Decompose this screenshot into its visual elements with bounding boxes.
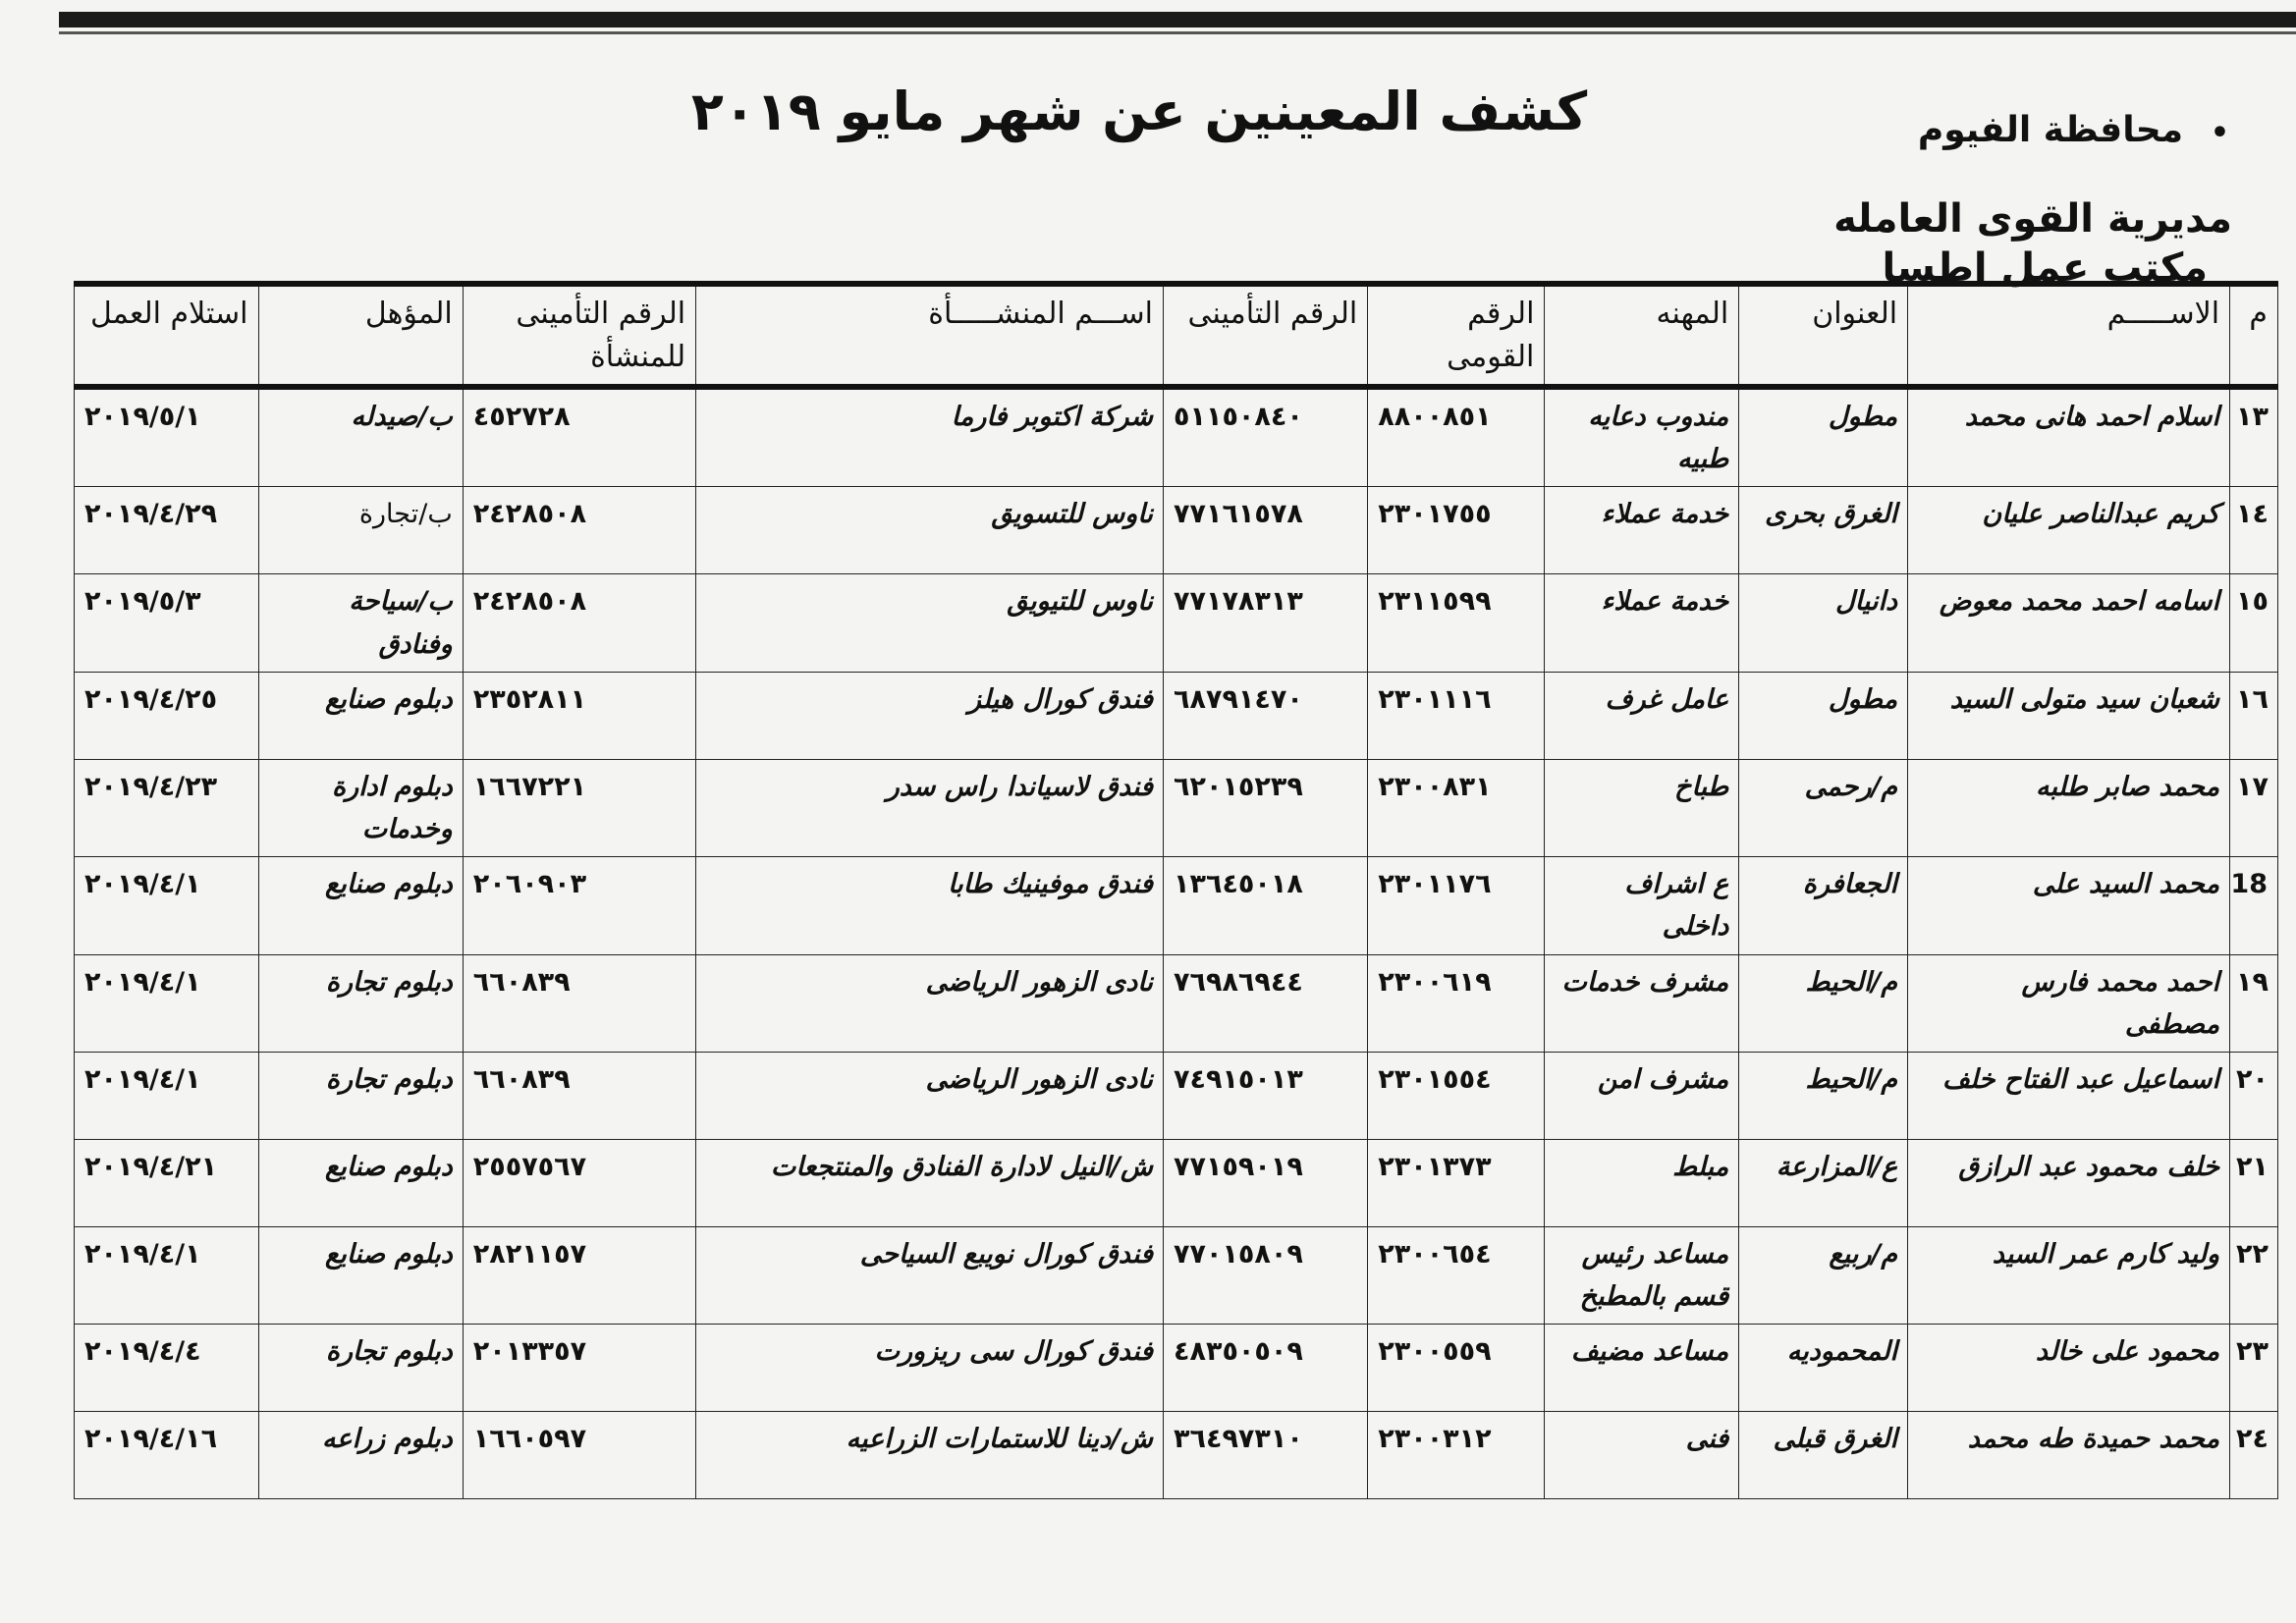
cell-qualification: دبلوم صنايع: [258, 1139, 463, 1226]
col-header-name: الاســـــم: [1908, 284, 2230, 387]
cell-qualification: دبلوم زراعه: [258, 1412, 463, 1499]
table-row: [75, 1325, 2278, 1412]
governorate-label: محافظة الفيوم: [1917, 110, 2183, 150]
cell-est-insurance-no: ٢٤٢٨٥٠٨: [463, 574, 695, 672]
cell-name: شعبان سيد متولى السيد: [1908, 672, 2230, 759]
cell-qualification: ب/سياحة وفنادق: [258, 574, 463, 672]
cell-job: ع اشراف داخلى: [1545, 857, 1739, 954]
cell-start-date: ٢٠١٩/٤/٢٩: [75, 487, 259, 574]
cell-est-insurance-no: ٢٣٥٢٨١١: [463, 672, 695, 759]
cell-start-date: ٢٠١٩/٤/٢٣: [75, 759, 259, 856]
cell-est-insurance-no: ١٦٦٠٥٩٧: [463, 1412, 695, 1499]
cell-job: خدمة عملاء: [1545, 574, 1739, 672]
table-header-row: [75, 284, 2278, 387]
cell-insurance-no: ٧٧١٧٨٣١٣: [1164, 574, 1368, 672]
office-label: مكتب عمل اطسا: [1882, 245, 2208, 291]
col-header-establishment: اســـم المنشـــــأة: [696, 284, 1164, 387]
cell-start-date: ٢٠١٩/٤/٢١: [75, 1139, 259, 1226]
cell-qualification: دبلوم تجارة: [258, 1325, 463, 1412]
cell-address: م/الحيط: [1739, 1052, 1908, 1139]
table-row: [75, 387, 2278, 487]
cell-start-date: ٢٠١٩/٤/١٦: [75, 1412, 259, 1499]
cell-est-insurance-no: ١٦٦٧٢٢١: [463, 759, 695, 856]
cell-address: الجعافرة: [1739, 857, 1908, 954]
cell-qualification: دبلوم صنايع: [258, 1226, 463, 1324]
col-header-address: العنوان: [1739, 284, 1908, 387]
cell-index: 18: [2230, 857, 2278, 954]
col-header-est-insurance-no: الرقم التأمينى للمنشأة: [463, 284, 695, 387]
cell-insurance-no: ٦٨٧٩١٤٧٠: [1164, 672, 1368, 759]
cell-qualification: ب/صيدله: [258, 387, 463, 487]
cell-establishment: نادى الزهور الرياضى: [696, 954, 1164, 1052]
cell-job: مساعد مضيف: [1545, 1325, 1739, 1412]
table-row: [75, 487, 2278, 574]
cell-job: مندوب دعايه طبيه: [1545, 387, 1739, 487]
cell-address: المحموديه: [1739, 1325, 1908, 1412]
cell-name: احمد محمد فارس مصطفى: [1908, 954, 2230, 1052]
cell-index: ١٦: [2230, 672, 2278, 759]
cell-address: مطول: [1739, 387, 1908, 487]
cell-name: اسماعيل عبد الفتاح خلف: [1908, 1052, 2230, 1139]
cell-est-insurance-no: ٢٨٢١١٥٧: [463, 1226, 695, 1324]
col-header-insurance-no: الرقم التأمينى: [1164, 284, 1368, 387]
cell-establishment: فندق موفينيك طابا: [696, 857, 1164, 954]
cell-name: محمد حميدة طه محمد: [1908, 1412, 2230, 1499]
cell-index: ٢٠: [2230, 1052, 2278, 1139]
cell-index: ١٤: [2230, 487, 2278, 574]
cell-insurance-no: ٦٢٠١٥٢٣٩: [1164, 759, 1368, 856]
cell-qualification: ب/تجارة: [258, 487, 463, 574]
cell-establishment: نادى الزهور الرياضى: [696, 1052, 1164, 1139]
cell-job: مبلط: [1545, 1139, 1739, 1226]
cell-national-id: ٢٣٠٠٨٣١: [1368, 759, 1545, 856]
cell-qualification: دبلوم صنايع: [258, 672, 463, 759]
col-header-job: المهنه: [1545, 284, 1739, 387]
cell-index: ١٧: [2230, 759, 2278, 856]
table-row: [75, 574, 2278, 672]
cell-national-id: ٢٣٠١٥٥٤: [1368, 1052, 1545, 1139]
table-row: [75, 1052, 2278, 1139]
cell-qualification: دبلوم تجارة: [258, 1052, 463, 1139]
cell-national-id: ٨٨٠٠٨٥١: [1368, 387, 1545, 487]
cell-job: خدمة عملاء: [1545, 487, 1739, 574]
cell-est-insurance-no: ٢٠١٣٣٥٧: [463, 1325, 695, 1412]
cell-job: فنى: [1545, 1412, 1739, 1499]
cell-national-id: ٢٣٠١١١٦: [1368, 672, 1545, 759]
cell-insurance-no: ٥١١٥٠٨٤٠: [1164, 387, 1368, 487]
cell-start-date: ٢٠١٩/٤/١: [75, 1226, 259, 1324]
cell-address: م/ربيع: [1739, 1226, 1908, 1324]
cell-national-id: ٢٣٠١٧٥٥: [1368, 487, 1545, 574]
cell-qualification: دبلوم ادارة وخدمات: [258, 759, 463, 856]
table-row: [75, 1226, 2278, 1324]
cell-est-insurance-no: ٤٥٢٧٢٨: [463, 387, 695, 487]
cell-job: عامل غرف: [1545, 672, 1739, 759]
cell-national-id: ٢٣٠٠٦٥٤: [1368, 1226, 1545, 1324]
cell-national-id: ٢٣٠١٣٧٣: [1368, 1139, 1545, 1226]
cell-index: ١٩: [2230, 954, 2278, 1052]
cell-name: وليد كارم عمر السيد: [1908, 1226, 2230, 1324]
cell-establishment: ناوس للتيويق: [696, 574, 1164, 672]
cell-index: ٢٣: [2230, 1325, 2278, 1412]
cell-insurance-no: ٧٧١٥٩٠١٩: [1164, 1139, 1368, 1226]
cell-insurance-no: ٧٧١٦١٥٧٨: [1164, 487, 1368, 574]
cell-qualification: دبلوم صنايع: [258, 857, 463, 954]
cell-name: محمد صابر طلبه: [1908, 759, 2230, 856]
cell-job: طباخ: [1545, 759, 1739, 856]
table-row: [75, 857, 2278, 954]
cell-name: كريم عبدالناصر عليان: [1908, 487, 2230, 574]
cell-qualification: دبلوم تجارة: [258, 954, 463, 1052]
cell-insurance-no: ٧٤٩١٥٠١٣: [1164, 1052, 1368, 1139]
cell-address: دانيال: [1739, 574, 1908, 672]
cell-job: مشرف خدمات: [1545, 954, 1739, 1052]
cell-establishment: فندق لاسياندا راس سدر: [696, 759, 1164, 856]
cell-address: الغرق بحرى: [1739, 487, 1908, 574]
cell-start-date: ٢٠١٩/٤/٤: [75, 1325, 259, 1412]
page-title: كشف المعينين عن شهر مايو ٢٠١٩: [690, 81, 1588, 142]
cell-name: محمد السيد على: [1908, 857, 2230, 954]
cell-start-date: ٢٠١٩/٤/١: [75, 1052, 259, 1139]
col-header-national-id: الرقم القومى: [1368, 284, 1545, 387]
table-row: [75, 1139, 2278, 1226]
cell-index: ٢٤: [2230, 1412, 2278, 1499]
cell-est-insurance-no: ٦٦٠٨٣٩: [463, 1052, 695, 1139]
cell-insurance-no: ١٣٦٤٥٠١٨: [1164, 857, 1368, 954]
cell-name: اسامه احمد محمد معوض: [1908, 574, 2230, 672]
cell-start-date: ٢٠١٩/٥/١: [75, 387, 259, 487]
cell-national-id: ٢٣٠٠٦١٩: [1368, 954, 1545, 1052]
table-row: [75, 672, 2278, 759]
cell-est-insurance-no: ٢٥٥٧٥٦٧: [463, 1139, 695, 1226]
cell-address: الغرق قبلى: [1739, 1412, 1908, 1499]
scan-top-line: [59, 31, 2296, 34]
table-row: [75, 759, 2278, 856]
cell-national-id: ٢٣١١٥٩٩: [1368, 574, 1545, 672]
cell-national-id: ٢٣٠٠٥٥٩: [1368, 1325, 1545, 1412]
cell-insurance-no: ٣٦٤٩٧٣١٠: [1164, 1412, 1368, 1499]
cell-establishment: فندق كورال سى ريزورت: [696, 1325, 1164, 1412]
cell-insurance-no: ٧٧٠١٥٨٠٩: [1164, 1226, 1368, 1324]
cell-establishment: ناوس للتسويق: [696, 487, 1164, 574]
table-body: [75, 387, 2278, 1499]
cell-address: م/رحمى: [1739, 759, 1908, 856]
cell-name: اسلام احمد هانى محمد: [1908, 387, 2230, 487]
cell-establishment: ش/النيل لادارة الفنادق والمنتجعات: [696, 1139, 1164, 1226]
cell-establishment: ش/دينا للاستمارات الزراعيه: [696, 1412, 1164, 1499]
cell-est-insurance-no: ٢٤٢٨٥٠٨: [463, 487, 695, 574]
cell-insurance-no: ٧٦٩٨٦٩٤٤: [1164, 954, 1368, 1052]
cell-national-id: ٢٣٠١١٧٦: [1368, 857, 1545, 954]
cell-start-date: ٢٠١٩/٤/١: [75, 857, 259, 954]
cell-job: مشرف امن: [1545, 1052, 1739, 1139]
cell-index: ٢٢: [2230, 1226, 2278, 1324]
cell-index: ١٥: [2230, 574, 2278, 672]
col-header-qualification: المؤهل: [258, 284, 463, 387]
cell-job: مساعد رئيس قسم بالمطبخ: [1545, 1226, 1739, 1324]
cell-address: ع/المزارعة: [1739, 1139, 1908, 1226]
cell-address: م/الحيط: [1739, 954, 1908, 1052]
cell-establishment: شركة اكتوبر فارما: [696, 387, 1164, 487]
cell-insurance-no: ٤٨٣٥٠٥٠٩: [1164, 1325, 1368, 1412]
cell-est-insurance-no: ٦٦٠٨٣٩: [463, 954, 695, 1052]
scan-top-band: [59, 12, 2296, 27]
col-header-start-date: استلام العمل: [75, 284, 259, 387]
cell-address: مطول: [1739, 672, 1908, 759]
cell-start-date: ٢٠١٩/٤/٢٥: [75, 672, 259, 759]
cell-index: ١٣: [2230, 387, 2278, 487]
cell-establishment: فندق كورال هيلز: [696, 672, 1164, 759]
cell-name: محمود على خالد: [1908, 1325, 2230, 1412]
table-row: [75, 954, 2278, 1052]
table-row: [75, 1412, 2278, 1499]
employees-table: [74, 281, 2278, 1499]
directorate-label: مديرية القوى العامله: [1833, 196, 2232, 242]
cell-national-id: ٢٣٠٠٣١٢: [1368, 1412, 1545, 1499]
col-header-index: م: [2230, 284, 2278, 387]
cell-start-date: ٢٠١٩/٤/١: [75, 954, 259, 1052]
cell-name: خلف محمود عبد الرازق: [1908, 1139, 2230, 1226]
cell-start-date: ٢٠١٩/٥/٣: [75, 574, 259, 672]
cell-establishment: فندق كورال نويبع السياحى: [696, 1226, 1164, 1324]
bullet-mark: •: [2210, 116, 2229, 150]
cell-index: ٢١: [2230, 1139, 2278, 1226]
cell-est-insurance-no: ٢٠٦٠٩٠٣: [463, 857, 695, 954]
